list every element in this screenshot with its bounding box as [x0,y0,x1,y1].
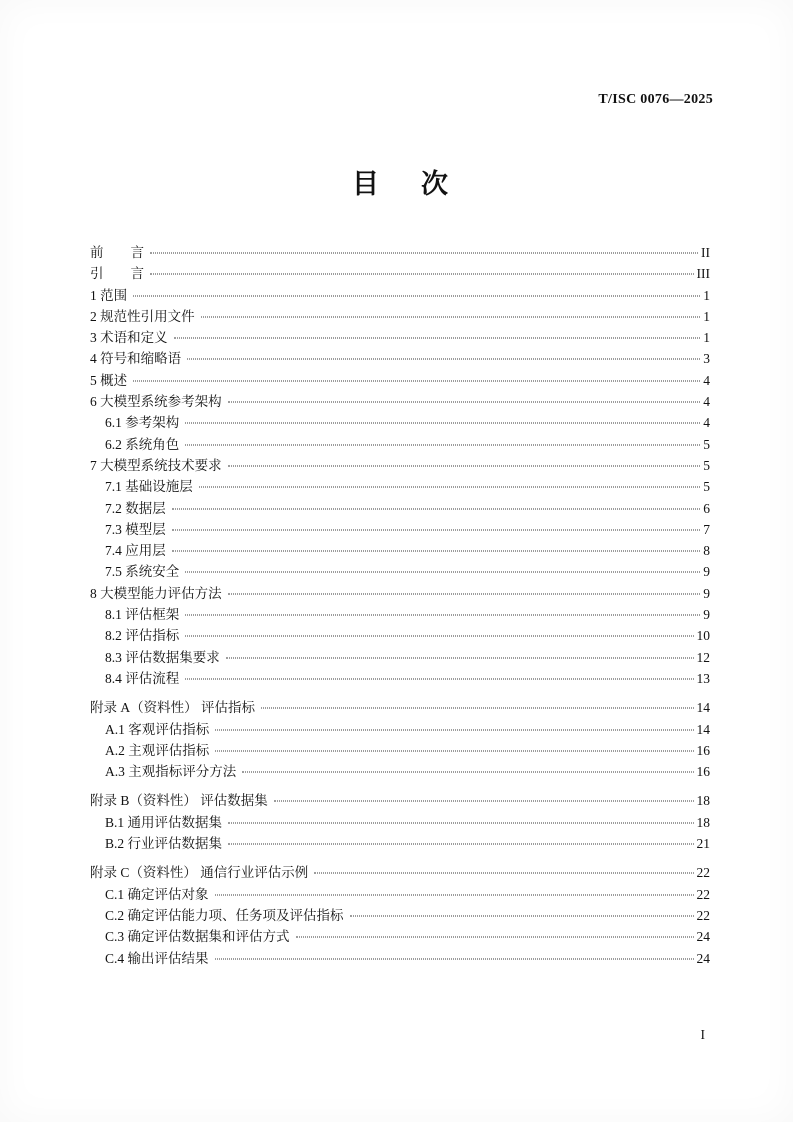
page-title-char-1: 目 [352,169,379,199]
toc-entry-label: 4 符号和缩略语 [90,351,182,367]
toc-dot-leader [187,359,700,360]
toc-entry [90,761,710,782]
toc-entry-page: 21 [696,836,710,852]
footer-page-number: I [700,1027,705,1042]
toc-entry [90,561,710,582]
toc-entry-label: 7.1 基础设施层 [105,479,193,495]
toc-entry-page: 6 [703,500,710,516]
toc-entry-page: 12 [696,649,710,665]
toc-entry-page: 16 [696,742,710,758]
toc-entry-label: 1 范围 [90,287,128,303]
toc-dot-leader [296,937,694,938]
toc-entry-page: 22 [696,865,710,881]
toc-entry-page: II [701,245,710,260]
page-title-char-2: 次 [421,169,448,199]
toc-entry [90,926,710,947]
toc-entry-label: 6 大模型系统参考架构 [90,394,222,410]
toc-entry-label: 前 言 [90,245,144,260]
toc-dot-leader [215,750,693,751]
toc-entry [90,370,710,391]
toc-entry [90,327,710,348]
toc-entry-page: 24 [696,929,710,945]
toc-dot-leader [201,316,701,317]
toc-entry-label: 8.3 评估数据集要求 [105,649,220,665]
toc-entry-label: A.2 主观评估指标 [105,742,210,758]
toc-entry [90,625,710,646]
toc-dot-leader [174,338,701,339]
toc-entry-page: 22 [696,907,710,923]
toc-entry [90,583,710,604]
toc-dot-leader [350,915,694,916]
toc-dot-leader [215,958,694,959]
toc-entry-label: 7.3 模型层 [105,521,166,537]
toc-entry [90,884,710,905]
toc-dot-leader [215,894,694,895]
toc-entry-label: 8.2 评估指标 [105,628,180,644]
toc-entry-label: 7.4 应用层 [105,543,166,559]
toc-entry [90,604,710,625]
toc-dot-leader [172,551,701,552]
toc-dot-leader [228,844,693,845]
toc-entry-label: C.4 输出评估结果 [105,950,209,966]
toc-dot-leader [172,508,701,509]
toc-dot-leader [185,423,700,424]
toc-entry-label: 附录 A（资料性） 评估指标 [90,700,255,716]
toc-dot-leader [242,772,693,773]
toc-entry [90,812,710,833]
toc-entry-page: 13 [696,670,710,686]
toc-entry-label: 5 概述 [90,372,128,388]
toc-entry-label: 附录 C（资料性） 通信行业评估示例 [90,865,309,881]
toc-entry [90,905,710,926]
toc-entry-page: 1 [703,308,710,324]
toc-entry-label: 3 术语和定义 [90,330,168,346]
toc-entry-page: 14 [696,700,710,716]
toc-entry [90,862,710,883]
toc-entry-page: 4 [703,394,710,410]
toc-entry-page: 8 [703,543,710,559]
toc-dot-leader [185,444,700,445]
toc-entry-page: 9 [703,564,710,580]
toc-entry-page: 1 [703,330,710,346]
toc-entry [90,498,710,519]
toc-entry [90,476,710,497]
toc-dot-leader [215,729,693,730]
toc-entry-label: C.3 确定评估数据集和评估方式 [105,929,290,945]
toc-dot-leader [261,708,694,709]
toc-entry [90,668,710,689]
toc-dot-leader [185,615,700,616]
toc-entry-page: 4 [703,415,710,431]
toc-entry [90,348,710,369]
toc-entry-label: B.2 行业评估数据集 [105,836,223,852]
toc-entry-label: 7 大模型系统技术要求 [90,457,222,473]
toc-entry-page: 24 [696,950,710,966]
toc-dot-leader [185,678,693,679]
toc-entry-page: 3 [703,351,710,367]
toc-entry [90,434,710,455]
toc-entry-page: 5 [703,479,710,495]
toc-list [90,242,710,969]
toc-entry [90,948,710,969]
toc-dot-leader [199,487,701,488]
toc-dot-leader [150,253,698,254]
toc-entry-page: 18 [696,793,710,809]
toc-entry-label: C.1 确定评估对象 [105,886,209,902]
toc-dot-leader [228,593,701,594]
page-title [90,168,710,200]
toc-dot-leader [228,402,701,403]
toc-dot-leader [185,572,700,573]
toc-entry-label: 8.4 评估流程 [105,670,180,686]
toc-entry [90,242,710,263]
toc-entry-label: B.1 通用评估数据集 [105,814,223,830]
toc-entry [90,306,710,327]
toc-dot-leader [314,873,693,874]
toc-entry [90,647,710,668]
toc-entry-label: 6.2 系统角色 [105,436,180,452]
toc-entry-page: 4 [703,372,710,388]
toc-entry [90,719,710,740]
toc-entry [90,540,710,561]
toc-entry [90,412,710,433]
toc-entry-page: 18 [696,814,710,830]
toc-entry-page: 7 [703,521,710,537]
toc-dot-leader [133,380,700,381]
toc-entry-page: 16 [696,764,710,780]
toc-entry-page: 1 [703,287,710,303]
toc-entry [90,455,710,476]
toc-entry-page: 9 [703,585,710,601]
toc-entry-page: 9 [703,607,710,623]
toc-entry-label: 7.2 数据层 [105,500,166,516]
toc-entry [90,263,710,284]
toc-entry [90,740,710,761]
toc-entry-label: 7.5 系统安全 [105,564,180,580]
toc-entry [90,697,710,718]
toc-dot-leader [133,295,700,296]
toc-entry-label: 8.1 评估框架 [105,607,180,623]
toc-dot-leader [150,274,694,275]
toc-entry-label: 8 大模型能力评估方法 [90,585,222,601]
toc-entry-label: 引 言 [90,266,144,282]
toc-entry-page: 10 [696,628,710,644]
toc-dot-leader [228,822,693,823]
toc-entry-label: C.2 确定评估能力项、任务项及评估指标 [105,907,344,923]
toc-entry-page: 5 [703,457,710,473]
toc-dot-leader [228,465,701,466]
toc-entry [90,790,710,811]
toc-dot-leader [274,801,694,802]
toc-entry-label: A.3 主观指标评分方法 [105,764,237,780]
toc-entry-page: 14 [696,721,710,737]
toc-entry [90,833,710,854]
toc-dot-leader [172,529,701,530]
standard-number: T/ISC 0076—2025 [598,92,713,107]
toc-entry-label: 6.1 参考架构 [105,415,180,431]
toc-entry-label: 附录 B（资料性） 评估数据集 [90,793,268,809]
toc-entry-page: 22 [696,886,710,902]
toc-entry [90,391,710,412]
toc-dot-leader [226,657,694,658]
toc-entry-page: III [696,266,710,282]
toc-entry [90,285,710,306]
toc-entry-label: A.1 客观评估指标 [105,721,210,737]
toc-dot-leader [185,636,693,637]
toc-entry-label: 2 规范性引用文件 [90,308,195,324]
toc-entry [90,519,710,540]
toc-entry-page: 5 [703,436,710,452]
